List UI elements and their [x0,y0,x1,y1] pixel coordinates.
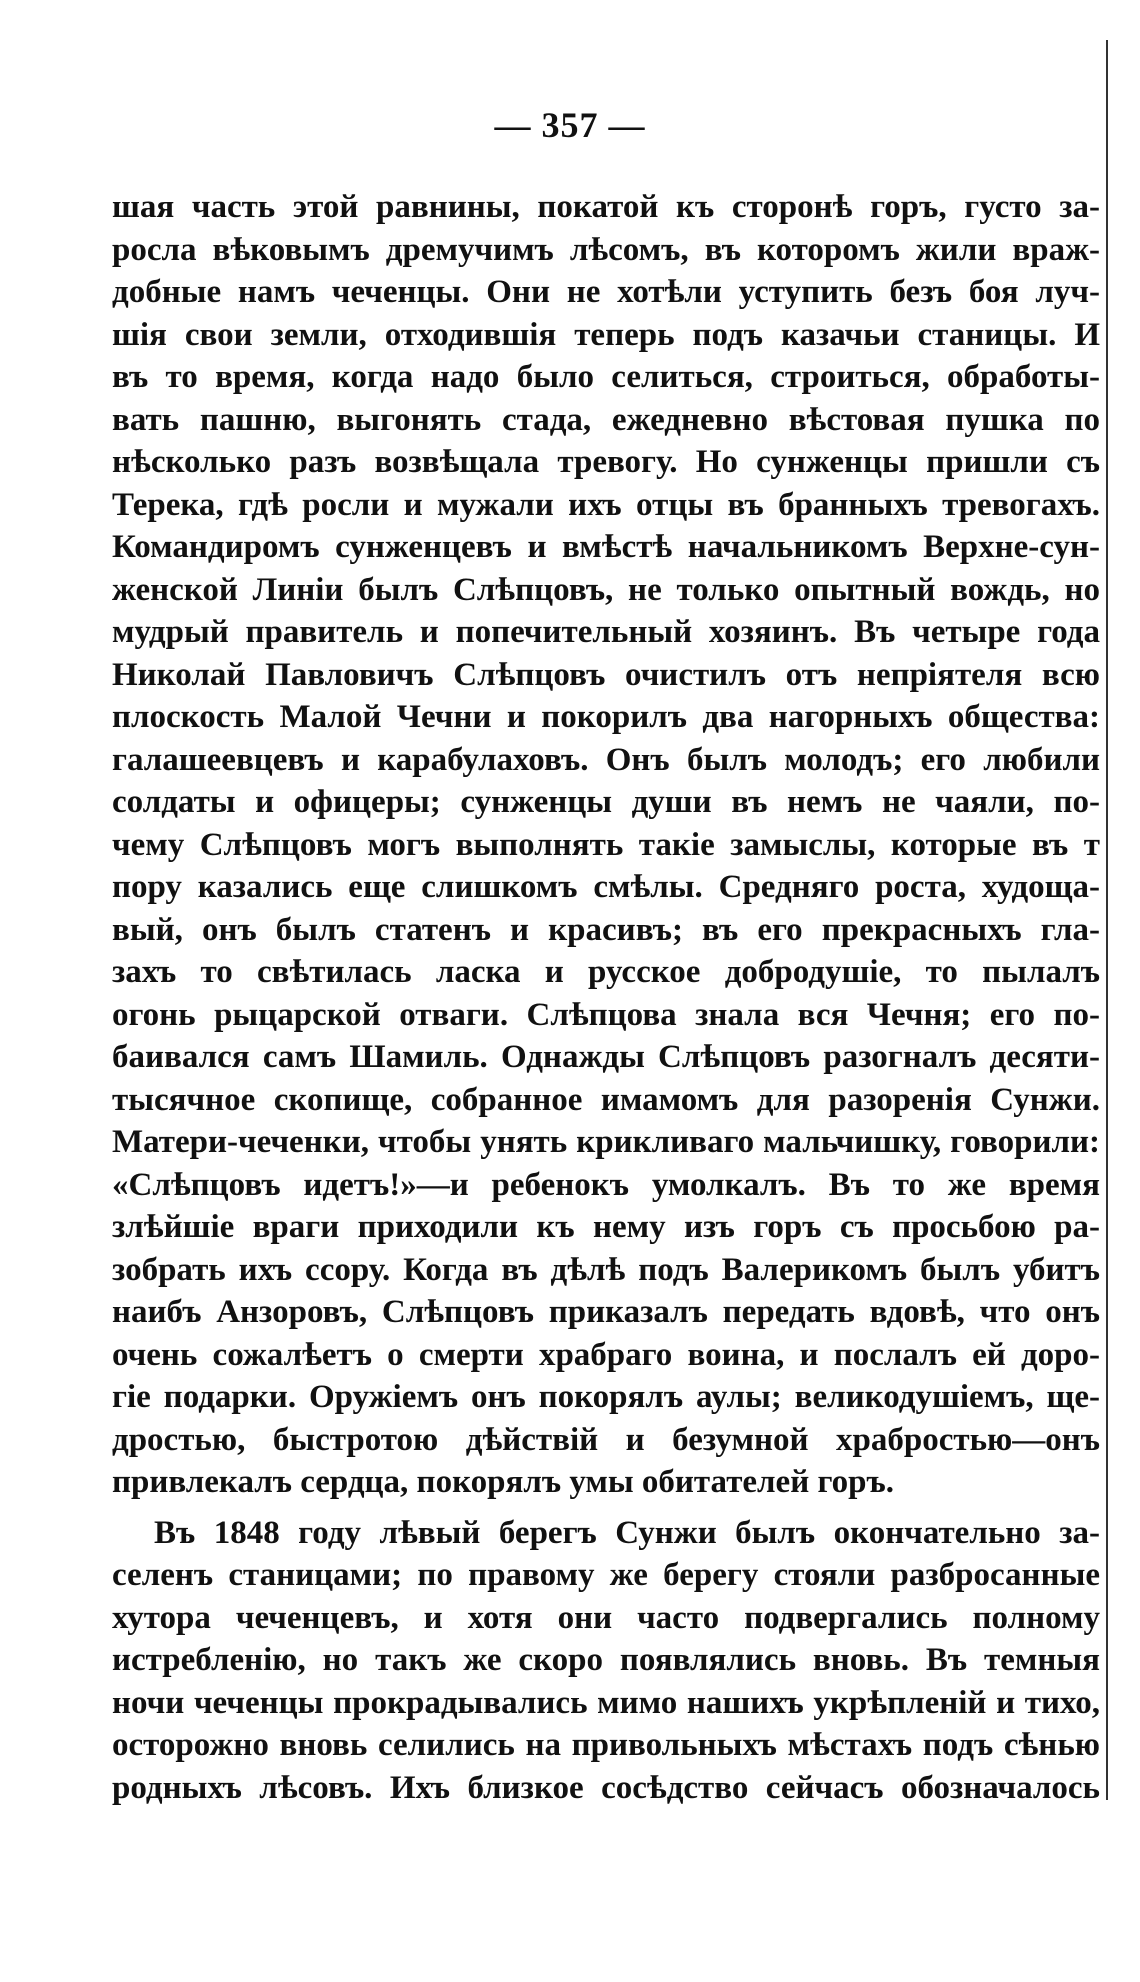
text-line: Въ 1848 году лѣвый берегъ Сунжи былъ окончательно за- [154,1514,1100,1551]
text-line: пору казались еще слишкомъ смѣлы. Средняго роста, худоща- [112,869,1100,905]
page-edge-line [1106,40,1108,1800]
text-line: осторожно вновь селились на привольныхъ мѣстахъ подъ сѣнью [112,1727,1100,1763]
text-line: хутора чеченцевъ, и хотя они часто подвергались полному [112,1599,1100,1636]
text-line: нѣсколько разъ возвѣщала тревогу. Но сунженцы пришли съ [112,444,1100,480]
paragraph-2 [112,1512,1100,1810]
text-line: баивался самъ Шамиль. Однажды Слѣпцовъ разогналъ десяти- [112,1039,1100,1075]
text-line: привлекалъ сердца, покорялъ умы обитателей горъ. [112,1464,894,1500]
text-line: солдаты и офицеры; сунженцы души въ немъ не чаяли, по- [112,784,1100,820]
text-line: въ то время, когда надо было селиться, строиться, обработы- [112,359,1100,395]
text-line: вый, онъ былъ статенъ и красивъ; въ его прекрасныхъ гла- [112,911,1100,948]
text-line: злѣйшіе враги приходили къ нему изъ горъ съ просьбою ра- [112,1209,1100,1245]
text-line: плоскость Малой Чечни и покорилъ два нагорныхъ общества: [112,699,1100,735]
text-line: шія свои земли, отходившія теперь подъ казачьи станицы. И [112,316,1100,353]
text-line: вать пашню, выгонять стада, ежедневно вѣстовая пушка по [112,401,1100,438]
text-line: шая часть этой равнины, покатой къ сторонѣ горъ, густо за- [112,189,1100,225]
text-line: Матери-чеченки, чтобы унять крикливаго мальчишку, говорили: [112,1124,1100,1160]
text-line: зобрать ихъ ссору. Когда въ дѣлѣ подъ Валерикомъ былъ убитъ [112,1251,1100,1288]
text-line: тысячное скопище, собранное имамомъ для разоренія Сунжи. [112,1081,1100,1118]
text-line: истребленію, но такъ же скоро появлялись вновь. Въ темныя [112,1642,1100,1678]
text-line: дростью, быстротою дѣйствій и безумной храбростью—онъ [112,1421,1100,1458]
text-line: родныхъ лѣсовъ. Ихъ близкое сосѣдство сейчасъ обозначалось [112,1769,1100,1806]
text-line: Николай Павловичъ Слѣпцовъ очистилъ отъ непріятеля всю [112,656,1100,693]
text-line: добные намъ чеченцы. Они не хотѣли уступить безъ боя луч- [112,274,1100,310]
text-line: огонь рыцарской отваги. Слѣпцова знала вся Чечня; его по- [112,996,1100,1033]
page-number: — 357 — [494,105,646,145]
text-line: чему Слѣпцовъ могъ выполнять такіе замыслы, которые въ т [112,826,1100,863]
paragraph-1 [112,186,1100,1504]
paragraph-gap [112,1504,1100,1512]
text-line: захъ то свѣтилась ласка и русское добродушіе, то пылалъ [112,954,1100,990]
text-line: Командиромъ сунженцевъ и вмѣстѣ начальникомъ Верхне-сун- [112,529,1100,565]
text-line: Терека, гдѣ росли и мужали ихъ отцы въ бранныхъ тревогахъ. [112,486,1100,523]
text-line: росла вѣковымъ дремучимъ лѣсомъ, въ которомъ жили враж- [112,231,1100,268]
text-line: гіе подарки. Оружіемъ онъ покорялъ аулы; великодушіемъ, ще- [112,1379,1100,1415]
text-line: галашеевцевъ и карабулаховъ. Онъ былъ молодъ; его любили [112,741,1100,778]
text-line: наибъ Анзоровъ, Слѣпцовъ приказалъ передать вдовѣ, что онъ [112,1294,1100,1330]
text-line: ночи чеченцы прокрадывались мимо нашихъ укрѣпленій и тихо, [112,1684,1100,1721]
text-line: мудрый правитель и попечительный хозяинъ. Въ четыре года [112,614,1100,650]
text-line: «Слѣпцовъ идетъ!»—и ребенокъ умолкалъ. Въ то же время [112,1166,1100,1203]
text-line: очень сожалѣетъ о смерти храбраго воина, и послалъ ей доро- [112,1336,1100,1373]
text-line: селенъ станицами; по правому же берегу стояли разбросанные [112,1557,1100,1593]
text-line: женской Линіи былъ Слѣпцовъ, не только опытный вождь, но [112,571,1100,608]
text-body [112,186,1100,1809]
